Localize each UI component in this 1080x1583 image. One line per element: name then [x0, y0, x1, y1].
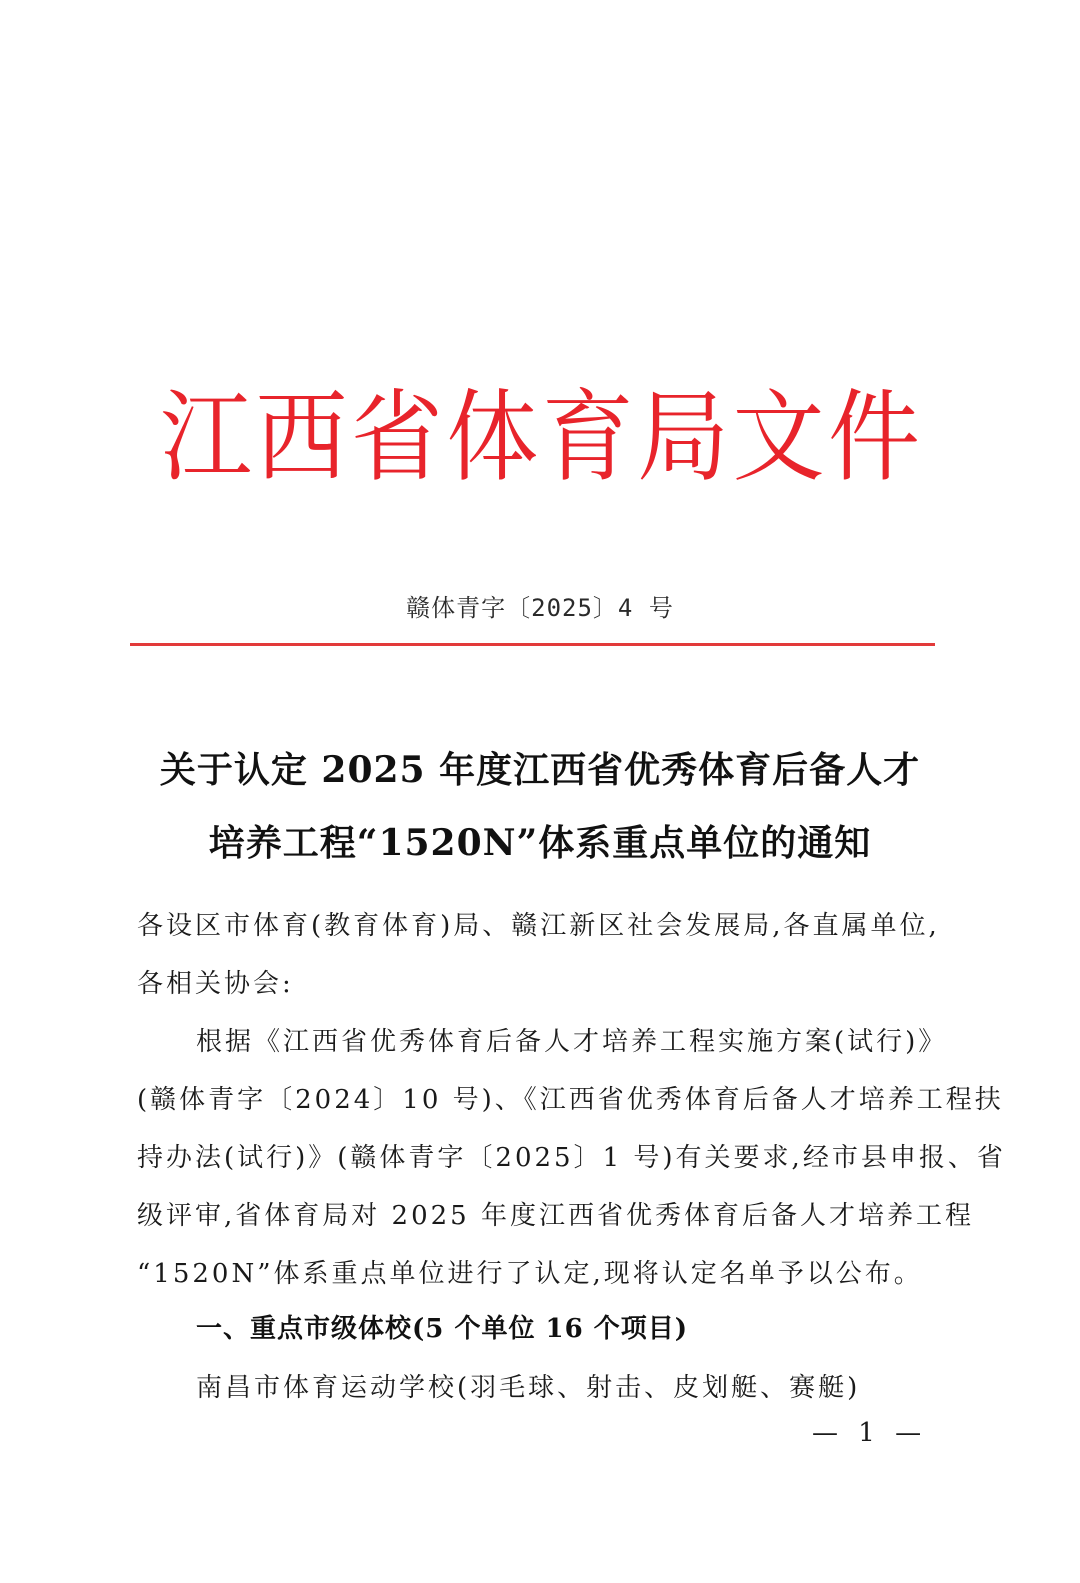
masthead-char: 省	[350, 379, 443, 496]
body-paragraph-line: “1520N”体系重点单位进行了认定,现将认定名单予以公布。	[137, 1259, 923, 1289]
masthead-char: 体	[446, 379, 539, 496]
page-number: — 1 —	[812, 1418, 928, 1448]
masthead-char: 育	[541, 379, 634, 496]
document-number: 赣体青字〔2025〕4 号	[406, 594, 674, 622]
masthead-char: 文	[732, 379, 825, 496]
masthead-char: 件	[827, 379, 920, 496]
addressee-line-2: 各相关协会:	[137, 969, 294, 999]
addressee-line-1: 各设区市体育(教育体育)局、赣江新区社会发展局,各直属单位,	[137, 911, 940, 941]
notice-title-line-1: 关于认定 2025 年度江西省优秀体育后备人才	[159, 749, 921, 791]
masthead-char: 局	[637, 379, 730, 496]
red-divider-line	[130, 643, 935, 646]
body-paragraph-line: 级评审,省体育局对 2025 年度江西省优秀体育后备人才培养工程	[137, 1201, 974, 1231]
masthead-char: 西	[255, 379, 348, 496]
body-paragraph-line: 持办法(试行)》(赣体青字〔2025〕1 号)有关要求,经市县申报、省	[137, 1143, 1006, 1173]
notice-title-line-2: 培养工程“1520N”体系重点单位的通知	[208, 822, 872, 864]
section-heading: 一、重点市级体校(5 个单位 16 个项目)	[196, 1314, 689, 1344]
body-paragraph-line: 根据《江西省优秀体育后备人才培养工程实施方案(试行)》	[196, 1027, 948, 1057]
body-paragraph-line: (赣体青字〔2024〕10 号)、《江西省优秀体育后备人才培养工程扶	[137, 1085, 1004, 1115]
masthead-title	[160, 378, 920, 498]
masthead-char: 江	[160, 379, 253, 496]
list-item: 南昌市体育运动学校(羽毛球、射击、皮划艇、赛艇)	[196, 1373, 861, 1403]
